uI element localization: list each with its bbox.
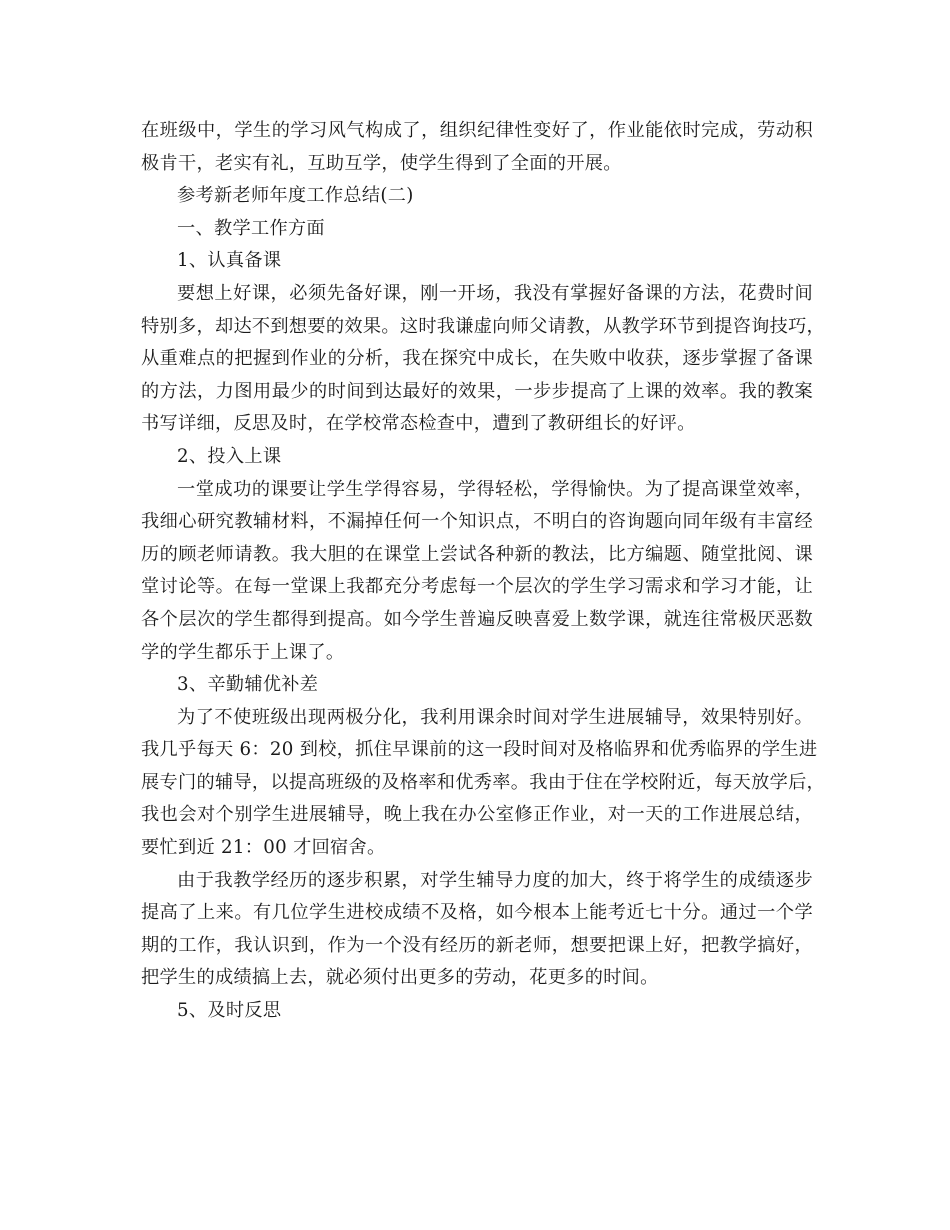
document-title: 参考新老师年度工作总结(二): [177, 185, 414, 207]
text-line: 从重难点的把握到作业的分析，我在探究中成长，在失败中收获，逐步掌握了备课: [141, 348, 813, 370]
document-page: [141, 115, 826, 1028]
section-heading: 一、教学工作方面: [177, 217, 325, 239]
text-line: 我细心研究教辅材料，不漏掉任何一个知识点，不明白的咨询题向同年级有丰富经: [141, 511, 813, 533]
text-line: 我也会对个别学生进展辅导，晚上我在办公室修正作业，对一天的工作进展总结，: [141, 804, 813, 826]
text-line: 堂讨论等。在每一堂课上我都充分考虑每一个层次的学生学习需求和学习才能，让: [141, 576, 813, 598]
text-line: 历的顾老师请教。我大胆的在课堂上尝试各种新的教法，比方编题、随堂批阅、课: [141, 543, 813, 565]
paragraph: [141, 702, 826, 865]
text-line: 我几乎每天 6：20 到校，抓住早课前的这一段时间对及格临界和优秀临界的学生进: [141, 739, 818, 761]
subsection-heading: 2、投入上课: [177, 445, 282, 467]
subsection-heading: 5、及时反思: [177, 1000, 282, 1022]
text-line: 把学生的成绩搞上去，就必须付出更多的劳动，花更多的时间。: [141, 967, 659, 989]
text-line: 一堂成功的课要让学生学得容易，学得轻松，学得愉快。为了提高课堂效率，: [177, 478, 813, 500]
text-line: 展专门的辅导，以提高班级的及格率和优秀率。我由于住在学校附近，每天放学后，: [141, 771, 826, 793]
text-line: 书写详细，反思及时，在学校常态检查中，遭到了教研组长的好评。: [141, 413, 696, 435]
text-line: 由于我教学经历的逐步积累，对学生辅导力度的加大，终于将学生的成绩逐步: [177, 869, 813, 891]
paragraph: [141, 278, 826, 441]
text-line: 各个层次的学生都得到提高。如今学生普遍反映喜爱上数学课，就连往常极厌恶数: [141, 608, 813, 630]
paragraph: [141, 474, 813, 670]
text-line: 特别多，却达不到想要的效果。这时我谦虚向师父请教，从教学环节到提咨询技巧，: [141, 315, 826, 337]
text-line: 期的工作，我认识到，作为一个没有经历的新老师，想要把课上好，把教学搞好，: [141, 934, 813, 956]
text-line: 提高了上来。有几位学生进校成绩不及格，如今根本上能考近七十分。通过一个学: [141, 902, 813, 924]
text-line: 要想上好课，必须先备好课，刚一开场，我没有掌握好备课的方法，花费时间: [177, 282, 813, 304]
subsection-heading: 1、认真备课: [177, 250, 282, 272]
text-line: 要忙到近 21：00 才回宿舍。: [141, 837, 386, 859]
text-line: 在班级中，学生的学习风气构成了，组织纪律性变好了，作业能依时完成，劳动积: [141, 120, 813, 141]
paragraph: [141, 865, 813, 995]
text-line: 为了不使班级出现两极分化，我利用课余时间对学生进展辅导，效果特别好。: [177, 706, 813, 728]
text-line: 极肯干，老实有礼，互助互学，使学生得到了全面的开展。: [141, 152, 622, 174]
text-line: 学的学生都乐于上课了。: [141, 641, 345, 663]
text-line: 的方法，力图用最少的时间到达最好的效果，一步步提高了上课的效率。我的教案: [141, 380, 813, 402]
subsection-heading: 3、辛勤辅优补差: [177, 674, 319, 696]
paragraph-continuation: [141, 115, 813, 180]
